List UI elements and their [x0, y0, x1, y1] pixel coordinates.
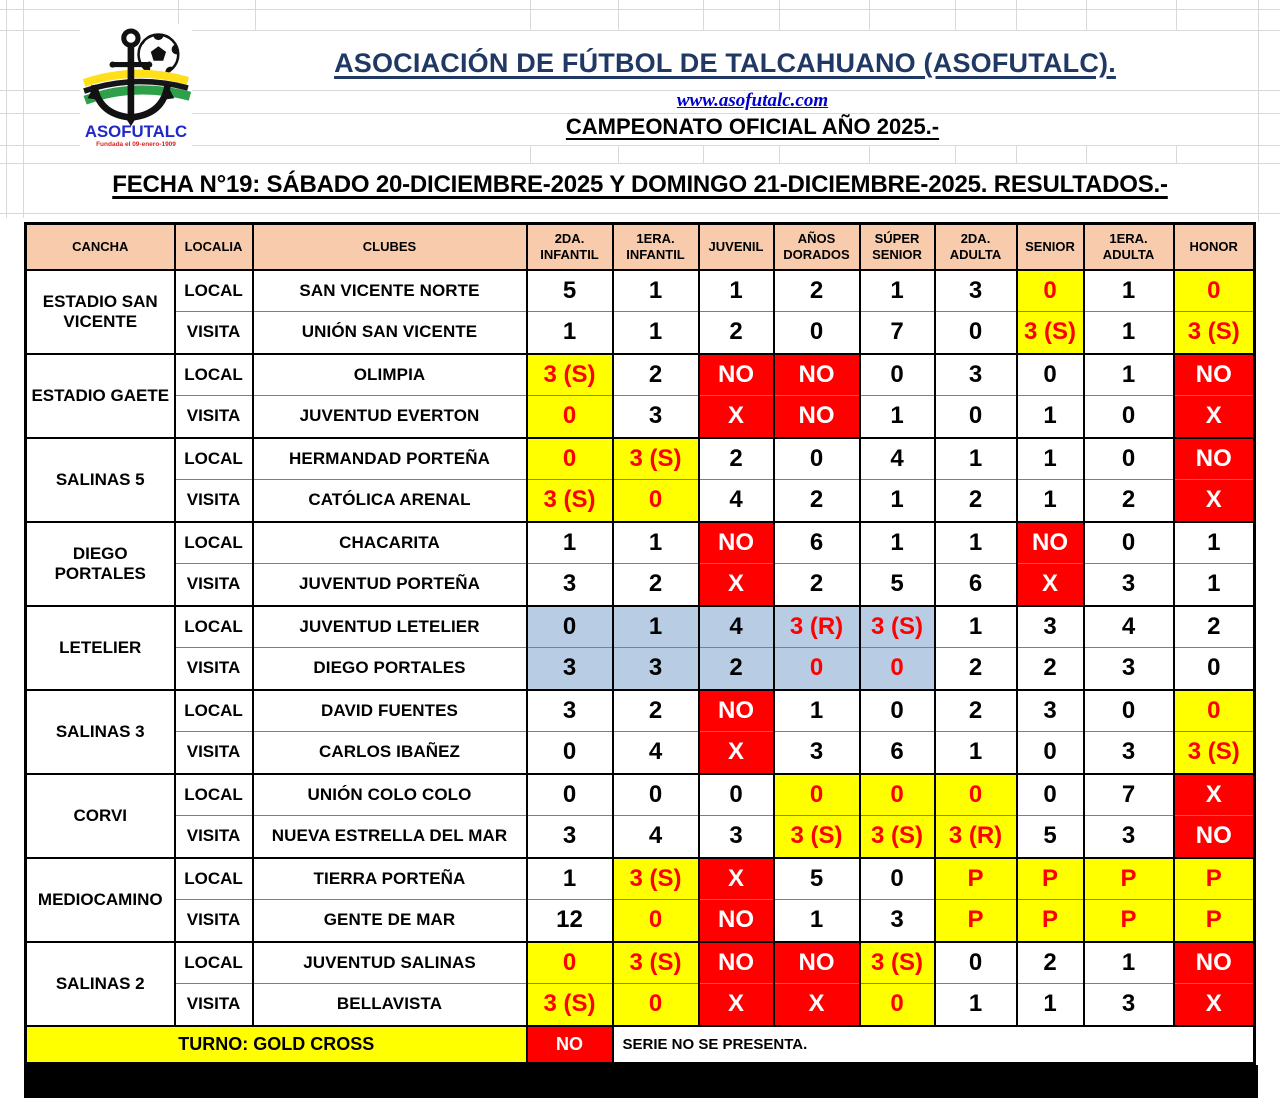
score-cell: 1	[935, 438, 1017, 480]
cancha-cell: DIEGO PORTALES	[26, 522, 175, 606]
column-header: 1ERA. ADULTA	[1084, 224, 1174, 270]
score-cell: P	[935, 900, 1017, 942]
club-cell: UNIÓN COLO COLO	[253, 774, 527, 816]
fecha-heading: FECHA N°19: SÁBADO 20-DICIEMBRE-2025 Y DOMINGO 21-DICIEMBRE-2025. RESULTADOS.-	[112, 171, 1168, 198]
column-header: SÚPER SENIOR	[860, 224, 935, 270]
club-cell: JUVENTUD LETELIER	[253, 606, 527, 648]
score-cell: 2	[774, 564, 860, 606]
table-row	[26, 942, 1255, 984]
score-cell: 3	[527, 816, 613, 858]
footer-row	[26, 1026, 1255, 1064]
club-cell: OLIMPIA	[253, 354, 527, 396]
localia-cell: LOCAL	[175, 774, 253, 816]
score-cell: 0	[860, 648, 935, 690]
score-cell: 1	[1084, 312, 1174, 354]
score-cell: NO	[774, 396, 860, 438]
score-cell: 1	[613, 606, 699, 648]
localia-cell: VISITA	[175, 900, 253, 942]
score-cell: 1	[774, 690, 860, 732]
localia-cell: VISITA	[175, 564, 253, 606]
score-cell: 3 (R)	[935, 816, 1017, 858]
score-cell: 0	[1174, 648, 1255, 690]
bottom-black-bar	[24, 1065, 1258, 1098]
asofutalc-logo	[80, 24, 192, 150]
score-cell: 3	[1084, 816, 1174, 858]
score-cell: 2	[699, 438, 774, 480]
score-cell: 3 (S)	[613, 858, 699, 900]
score-cell: 0	[774, 648, 860, 690]
score-cell: 0	[613, 984, 699, 1026]
score-cell: 3	[935, 270, 1017, 312]
score-cell: 2	[1017, 942, 1084, 984]
score-cell: 1	[1017, 480, 1084, 522]
score-cell: P	[1174, 900, 1255, 942]
cancha-group	[26, 438, 1255, 522]
column-header: CANCHA	[26, 224, 175, 270]
score-cell: 0	[860, 354, 935, 396]
score-cell: 3	[527, 648, 613, 690]
score-cell: 0	[699, 774, 774, 816]
score-cell: 6	[860, 732, 935, 774]
club-cell: BELLAVISTA	[253, 984, 527, 1026]
logo-name-label: ASOFUTALC	[84, 121, 188, 141]
club-cell: JUVENTUD EVERTON	[253, 396, 527, 438]
score-cell: X	[1174, 396, 1255, 438]
score-cell: 3 (S)	[527, 354, 613, 396]
score-cell: 0	[1017, 774, 1084, 816]
score-cell: P	[935, 858, 1017, 900]
localia-cell: VISITA	[175, 732, 253, 774]
score-cell: X	[1174, 984, 1255, 1026]
table-row	[26, 522, 1255, 564]
score-cell: 0	[527, 774, 613, 816]
score-cell: 6	[935, 564, 1017, 606]
score-cell: NO	[1174, 942, 1255, 984]
score-cell: 0	[935, 774, 1017, 816]
score-cell: 1	[1017, 984, 1084, 1026]
score-cell: NO	[774, 354, 860, 396]
score-cell: 4	[613, 816, 699, 858]
cancha-cell: ESTADIO SAN VICENTE	[26, 270, 175, 354]
turno-cell: TURNO: GOLD CROSS	[26, 1026, 527, 1064]
score-cell: X	[699, 564, 774, 606]
club-cell: DAVID FUENTES	[253, 690, 527, 732]
score-cell: 1	[1084, 354, 1174, 396]
score-cell: 0	[1084, 438, 1174, 480]
cancha-cell: LETELIER	[26, 606, 175, 690]
score-cell: NO	[1174, 438, 1255, 480]
localia-cell: VISITA	[175, 984, 253, 1026]
results-table	[24, 222, 1256, 1065]
column-header: 1ERA. INFANTIL	[613, 224, 699, 270]
score-cell: 0	[613, 774, 699, 816]
score-cell: P	[1017, 858, 1084, 900]
score-cell: 1	[1017, 438, 1084, 480]
column-header: 2DA. INFANTIL	[527, 224, 613, 270]
localia-cell: VISITA	[175, 816, 253, 858]
table-footer	[26, 1026, 1255, 1064]
score-cell: 3 (R)	[774, 606, 860, 648]
score-cell: 1	[527, 858, 613, 900]
score-cell: 2	[935, 690, 1017, 732]
localia-cell: VISITA	[175, 396, 253, 438]
score-cell: X	[699, 858, 774, 900]
score-cell: 3	[699, 816, 774, 858]
score-cell: 0	[1017, 270, 1084, 312]
localia-cell: LOCAL	[175, 690, 253, 732]
website-link[interactable]: www.asofutalc.com	[676, 90, 829, 111]
localia-cell: LOCAL	[175, 522, 253, 564]
table-row	[26, 690, 1255, 732]
score-cell: 4	[699, 606, 774, 648]
club-cell: CATÓLICA ARENAL	[253, 480, 527, 522]
localia-cell: LOCAL	[175, 354, 253, 396]
score-cell: 0	[527, 942, 613, 984]
score-cell: 0	[527, 732, 613, 774]
score-cell: 1	[860, 396, 935, 438]
score-cell: 0	[527, 606, 613, 648]
score-cell: 0	[860, 774, 935, 816]
score-cell: 4	[1084, 606, 1174, 648]
score-cell: NO	[699, 354, 774, 396]
footer-no-cell: NO	[527, 1026, 613, 1064]
score-cell: 0	[1174, 690, 1255, 732]
club-cell: NUEVA ESTRELLA DEL MAR	[253, 816, 527, 858]
score-cell: 4	[860, 438, 935, 480]
club-cell: UNIÓN SAN VICENTE	[253, 312, 527, 354]
column-header: JUVENIL	[699, 224, 774, 270]
score-cell: 4	[613, 732, 699, 774]
score-cell: 3 (S)	[860, 942, 935, 984]
table-row	[26, 438, 1255, 480]
score-cell: 0	[1017, 354, 1084, 396]
score-cell: 1	[1017, 396, 1084, 438]
column-header: LOCALIA	[175, 224, 253, 270]
score-cell: 3 (S)	[613, 942, 699, 984]
table-row	[26, 564, 1255, 606]
score-cell: 3	[860, 900, 935, 942]
localia-cell: LOCAL	[175, 942, 253, 984]
cancha-cell: ESTADIO GAETE	[26, 354, 175, 438]
score-cell: 2	[613, 354, 699, 396]
table-row	[26, 648, 1255, 690]
score-cell: 4	[699, 480, 774, 522]
score-cell: 2	[1084, 480, 1174, 522]
cancha-group	[26, 858, 1255, 942]
cancha-group	[26, 690, 1255, 774]
table-header	[26, 224, 1255, 270]
score-cell: 3	[935, 354, 1017, 396]
score-cell: NO	[699, 690, 774, 732]
score-cell: 2	[774, 270, 860, 312]
score-cell: NO	[699, 942, 774, 984]
score-cell: 2	[935, 648, 1017, 690]
score-cell: 3	[1084, 732, 1174, 774]
score-cell: 3 (S)	[527, 480, 613, 522]
table-row	[26, 732, 1255, 774]
score-cell: P	[1174, 858, 1255, 900]
score-cell: 1	[527, 312, 613, 354]
score-cell: NO	[1174, 816, 1255, 858]
score-cell: 1	[1174, 564, 1255, 606]
table-row	[26, 858, 1255, 900]
score-cell: 1	[860, 480, 935, 522]
score-cell: X	[699, 732, 774, 774]
score-cell: 3 (S)	[1174, 312, 1255, 354]
score-cell: 0	[860, 690, 935, 732]
score-cell: 2	[613, 690, 699, 732]
score-cell: 12	[527, 900, 613, 942]
score-cell: NO	[699, 900, 774, 942]
score-cell: 2	[774, 480, 860, 522]
score-cell: 1	[527, 522, 613, 564]
score-cell: NO	[1174, 354, 1255, 396]
score-cell: NO	[774, 942, 860, 984]
score-cell: 0	[1017, 732, 1084, 774]
score-cell: 3	[1084, 564, 1174, 606]
club-cell: SAN VICENTE NORTE	[253, 270, 527, 312]
table-row	[26, 984, 1255, 1026]
score-cell: 0	[774, 774, 860, 816]
campeonato-subtitle: CAMPEONATO OFICIAL AÑO 2025.-	[565, 114, 940, 139]
score-cell: 1	[935, 606, 1017, 648]
score-cell: 1	[1084, 270, 1174, 312]
cancha-cell: SALINAS 3	[26, 690, 175, 774]
cancha-group	[26, 270, 1255, 354]
score-cell: X	[699, 396, 774, 438]
score-cell: 2	[1174, 606, 1255, 648]
score-cell: 5	[774, 858, 860, 900]
column-header: CLUBES	[253, 224, 527, 270]
cancha-cell: MEDIOCAMINO	[26, 858, 175, 942]
score-cell: X	[1174, 774, 1255, 816]
score-cell: 0	[1084, 522, 1174, 564]
column-header: AÑOS DORADOS	[774, 224, 860, 270]
column-header: 2DA. ADULTA	[935, 224, 1017, 270]
score-cell: 1	[935, 522, 1017, 564]
logo-founded-label: Fundada el 09-enero-1909	[96, 141, 176, 149]
table-row	[26, 396, 1255, 438]
score-cell: 5	[527, 270, 613, 312]
table-row	[26, 270, 1255, 312]
cancha-group	[26, 522, 1255, 606]
score-cell: 0	[935, 396, 1017, 438]
club-cell: DIEGO PORTALES	[253, 648, 527, 690]
column-header: SENIOR	[1017, 224, 1084, 270]
score-cell: 3	[527, 564, 613, 606]
score-cell: 3 (S)	[860, 816, 935, 858]
score-cell: 1	[860, 270, 935, 312]
score-cell: 2	[699, 648, 774, 690]
score-cell: 3 (S)	[527, 984, 613, 1026]
score-cell: NO	[699, 522, 774, 564]
score-cell: P	[1084, 858, 1174, 900]
cancha-group	[26, 354, 1255, 438]
table-row	[26, 774, 1255, 816]
score-cell: 2	[1017, 648, 1084, 690]
localia-cell: VISITA	[175, 648, 253, 690]
score-cell: 0	[527, 438, 613, 480]
score-cell: X	[1017, 564, 1084, 606]
score-cell: 3 (S)	[774, 816, 860, 858]
cancha-group	[26, 774, 1255, 858]
score-cell: 2	[699, 312, 774, 354]
score-cell: 2	[935, 480, 1017, 522]
table-row	[26, 606, 1255, 648]
score-cell: 3	[1017, 690, 1084, 732]
score-cell: 1	[935, 984, 1017, 1026]
page-title: ASOCIACIÓN DE FÚTBOL DE TALCAHUANO (ASOFUTALC).	[334, 48, 1116, 78]
score-cell: 1	[699, 270, 774, 312]
cancha-cell: SALINAS 5	[26, 438, 175, 522]
score-cell: 7	[860, 312, 935, 354]
score-cell: 1	[613, 270, 699, 312]
header-row	[26, 224, 1255, 270]
score-cell: 1	[1174, 522, 1255, 564]
table-row	[26, 816, 1255, 858]
score-cell: 1	[1084, 942, 1174, 984]
score-cell: P	[1084, 900, 1174, 942]
localia-cell: LOCAL	[175, 858, 253, 900]
score-cell: X	[774, 984, 860, 1026]
results-table-wrap	[24, 222, 1258, 1098]
score-cell: 0	[1084, 690, 1174, 732]
score-cell: NO	[1017, 522, 1084, 564]
score-cell: 6	[774, 522, 860, 564]
score-cell: 3	[1017, 606, 1084, 648]
localia-cell: VISITA	[175, 312, 253, 354]
cancha-group	[26, 606, 1255, 690]
club-cell: JUVENTUD SALINAS	[253, 942, 527, 984]
score-cell: 5	[1017, 816, 1084, 858]
score-cell: 5	[860, 564, 935, 606]
score-cell: 3 (S)	[1017, 312, 1084, 354]
localia-cell: LOCAL	[175, 270, 253, 312]
cancha-cell: CORVI	[26, 774, 175, 858]
club-cell: GENTE DE MAR	[253, 900, 527, 942]
localia-cell: VISITA	[175, 480, 253, 522]
score-cell: 1	[774, 900, 860, 942]
table-row	[26, 354, 1255, 396]
score-cell: 3 (S)	[613, 438, 699, 480]
score-cell: 3	[774, 732, 860, 774]
footer-note-cell: SERIE NO SE PRESENTA.	[613, 1026, 1255, 1064]
score-cell: 1	[613, 312, 699, 354]
score-cell: 1	[935, 732, 1017, 774]
score-cell: 0	[935, 312, 1017, 354]
score-cell: 3	[1084, 984, 1174, 1026]
score-cell: 0	[613, 900, 699, 942]
score-cell: 3	[613, 648, 699, 690]
score-cell: 1	[860, 522, 935, 564]
localia-cell: LOCAL	[175, 606, 253, 648]
score-cell: 3	[613, 396, 699, 438]
score-cell: 0	[935, 942, 1017, 984]
score-cell: X	[1174, 480, 1255, 522]
club-cell: CARLOS IBAÑEZ	[253, 732, 527, 774]
score-cell: 3 (S)	[860, 606, 935, 648]
score-cell: 7	[1084, 774, 1174, 816]
score-cell: 0	[527, 396, 613, 438]
score-cell: 0	[1174, 270, 1255, 312]
column-header: HONOR	[1174, 224, 1255, 270]
score-cell: 0	[1084, 396, 1174, 438]
cancha-group	[26, 942, 1255, 1026]
club-cell: CHACARITA	[253, 522, 527, 564]
cancha-cell: SALINAS 2	[26, 942, 175, 1026]
score-cell: 0	[860, 984, 935, 1026]
club-cell: JUVENTUD PORTEÑA	[253, 564, 527, 606]
club-cell: HERMANDAD PORTEÑA	[253, 438, 527, 480]
score-cell: 3	[1084, 648, 1174, 690]
table-row	[26, 312, 1255, 354]
table-row	[26, 900, 1255, 942]
score-cell: 0	[613, 480, 699, 522]
score-cell: X	[699, 984, 774, 1026]
table-row	[26, 480, 1255, 522]
localia-cell: LOCAL	[175, 438, 253, 480]
score-cell: 3 (S)	[1174, 732, 1255, 774]
score-cell: 0	[774, 438, 860, 480]
score-cell: 0	[860, 858, 935, 900]
club-cell: TIERRA PORTEÑA	[253, 858, 527, 900]
logo-graphic	[80, 24, 192, 150]
score-cell: 0	[774, 312, 860, 354]
score-cell: 2	[613, 564, 699, 606]
score-cell: P	[1017, 900, 1084, 942]
score-cell: 3	[527, 690, 613, 732]
score-cell: 1	[613, 522, 699, 564]
